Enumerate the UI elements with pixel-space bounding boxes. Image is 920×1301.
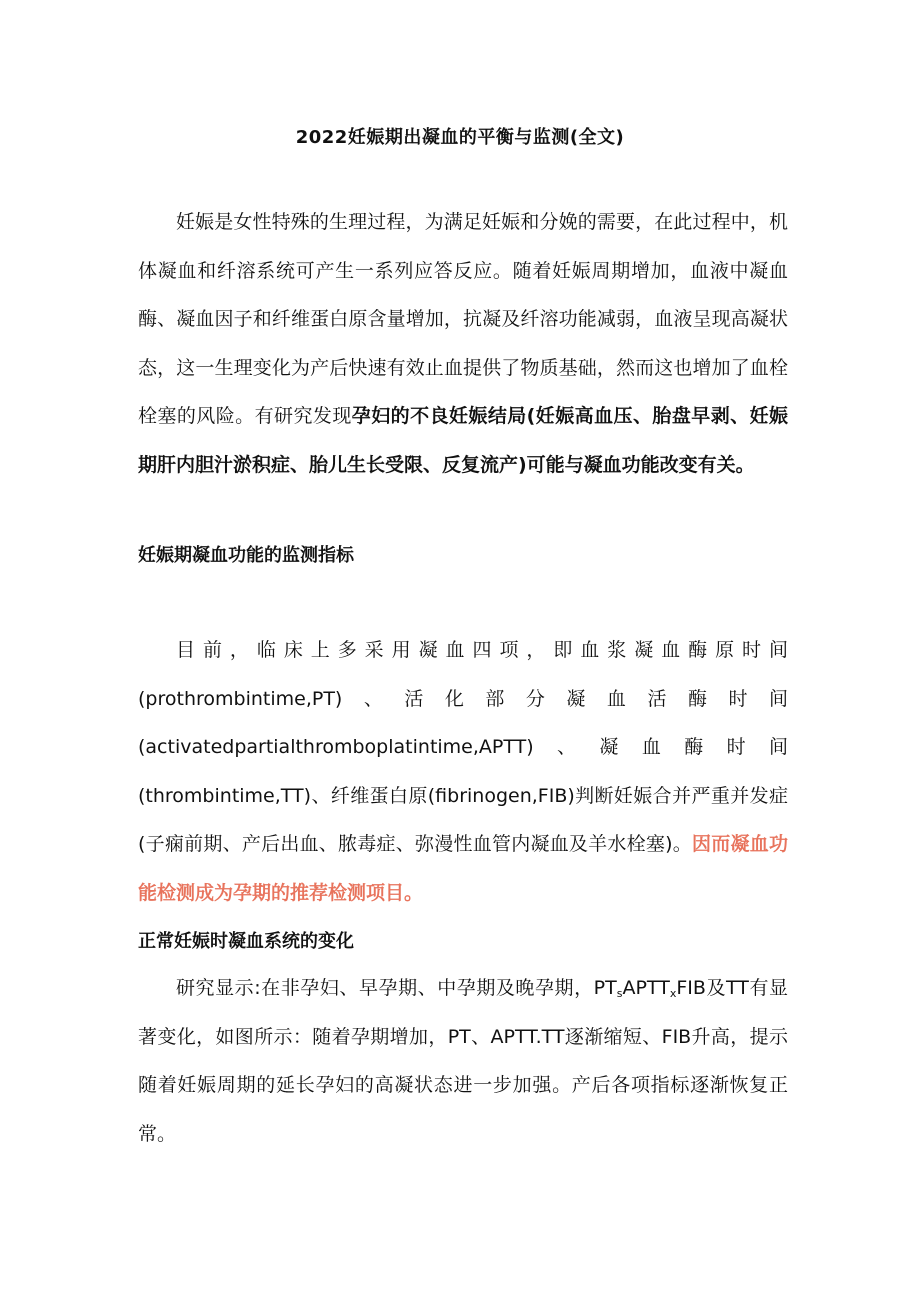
changes-text-1: 研究显示:在非孕妇、早孕期、中孕期及晚孕期，PT <box>176 977 617 999</box>
changes-paragraph <box>138 964 788 1158</box>
intro-text: 妊娠是女性特殊的生理过程，为满足妊娠和分娩的需要，在此过程中，机体凝血和纤溶系统可产生一系列应答反应。随着妊娠周期增加，血液中凝血酶、凝血因子和纤维蛋白原含量增加，抗凝及纤溶功能减弱，血液呈现高凝状态，这一生理变化为产后快速有效止血提供了物质基础，然而这也增加了血栓栓塞的风险。有研究发现 <box>138 211 788 427</box>
monitoring-line-3: (activatedpartialthromboplatintime,APTT)、凝血酶时间 <box>138 736 788 758</box>
monitoring-paragraph <box>138 626 788 917</box>
monitoring-line-2: (prothrombintime,PT)、活化部分凝血活酶时间 <box>138 687 788 710</box>
monitoring-accent-text: 因而凝血功能检测成为孕期的推荐检测项目。 <box>138 833 788 904</box>
intro-bold-text: 孕妇的不良妊娠结局(妊娠高血压、胎盘早剥、妊娠期肝内胆汁淤积症、胎儿生长受限、反复流产)可能与凝血功能改变有关。 <box>138 405 788 476</box>
section-heading-changes: 正常妊娠时凝血系统的变化 <box>138 931 354 952</box>
document-title: 2022妊娠期出凝血的平衡与监测(全文) <box>295 127 625 148</box>
intro-paragraph <box>138 198 788 489</box>
monitoring-text: (thrombintime,TT)、纤维蛋白原(fibrinogen,FIB)判断妊娠合并严重并发症(子痫前期、产后出血、脓毒症、弥漫性血管内凝血及羊水栓塞)。 <box>138 784 788 855</box>
changes-subscript-1: s <box>616 987 623 1000</box>
changes-subscript-2: x <box>669 987 677 1000</box>
changes-text-3: FIB及TT有显著变化，如图所示：随着孕期增加，PT、APTT.TT逐渐缩短、FIB升高，提示随着妊娠周期的延长孕妇的高凝状态进一步加强。产后各项指标逐渐恢复正常。 <box>138 977 789 1145</box>
changes-text-2: APTT <box>622 977 670 999</box>
section-heading-monitoring: 妊娠期凝血功能的监测指标 <box>138 545 354 566</box>
monitoring-line-1: 目前，临床上多采用凝血四项，即血浆凝血酶原时间 <box>176 639 788 661</box>
